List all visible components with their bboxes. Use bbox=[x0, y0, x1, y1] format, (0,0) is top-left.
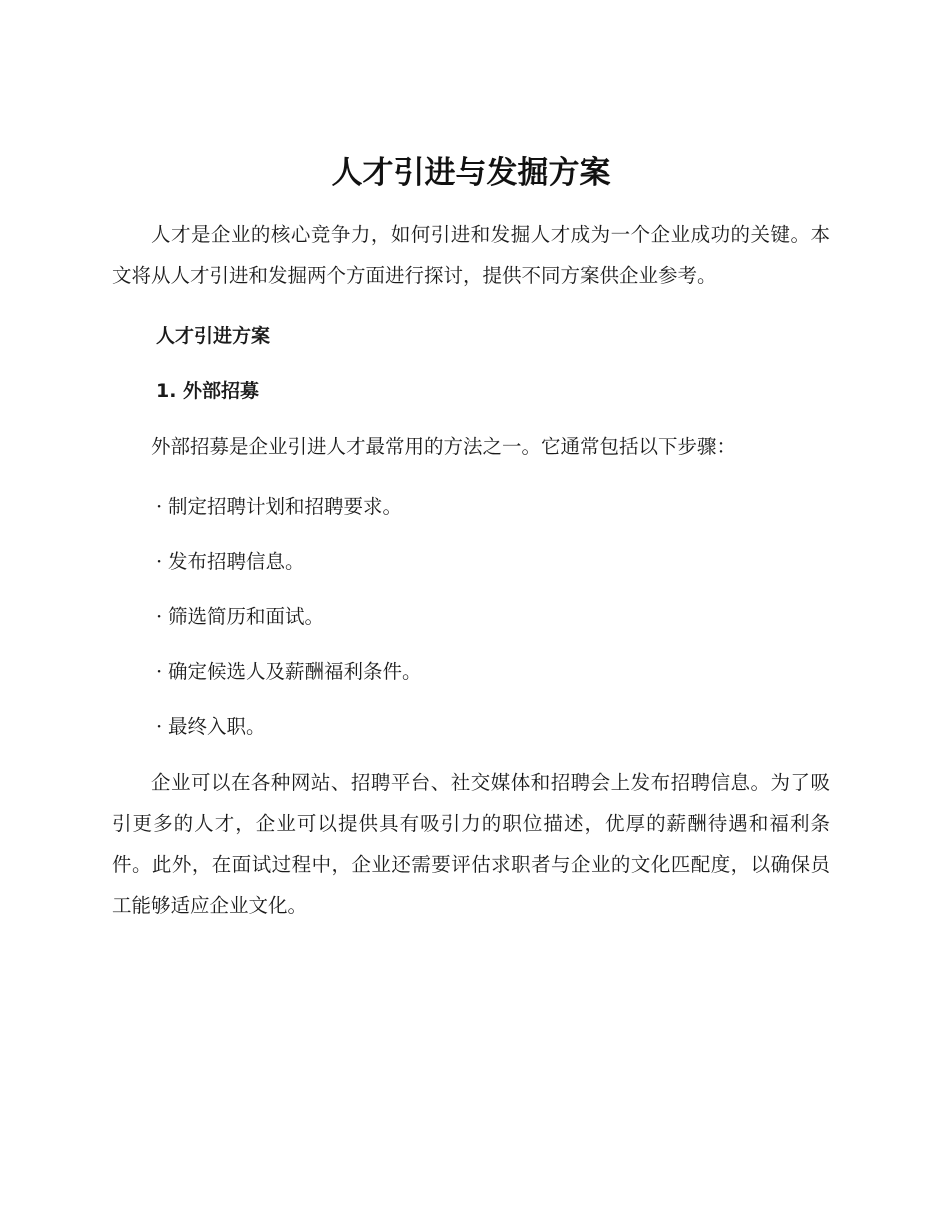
steps-list bbox=[112, 487, 830, 747]
intro-paragraph: 人才是企业的核心竞争力，如何引进和发掘人才成为一个企业成功的关键。本文将从人才引进和发掘两个方面进行探讨，提供不同方案供企业参考。 bbox=[112, 223, 830, 287]
list-item-text: 最终入职。 bbox=[168, 715, 266, 738]
list-item-text: 确定候选人及薪酬福利条件。 bbox=[168, 660, 422, 683]
list-item bbox=[112, 597, 830, 637]
subsection-heading: 1. 外部招募 bbox=[156, 380, 260, 402]
bullet-marker: · bbox=[156, 605, 163, 628]
subsection-intro-paragraph: 外部招募是企业引进人才最常用的方法之一。它通常包括以下步骤： bbox=[151, 435, 737, 458]
list-item-text: 制定招聘计划和招聘要求。 bbox=[168, 495, 403, 518]
document-body bbox=[112, 150, 830, 946]
list-item-text: 筛选简历和面试。 bbox=[168, 605, 325, 628]
bullet-marker: · bbox=[156, 550, 163, 573]
bullet-marker: · bbox=[156, 715, 163, 738]
document-title: 人才引进与发掘方案 bbox=[331, 155, 611, 191]
closing-paragraph: 企业可以在各种网站、招聘平台、社交媒体和招聘会上发布招聘信息。为了吸引更多的人才，企业可以提供具有吸引力的职位描述，优厚的薪酬待遇和福利条件。此外，在面试过程中，企业还需要评估求职者与企业的文化匹配度，以确保员工能够适应企业文化。 bbox=[112, 771, 830, 917]
list-item bbox=[112, 652, 830, 692]
list-item-text: 发布招聘信息。 bbox=[168, 550, 305, 573]
list-item bbox=[112, 487, 830, 527]
list-item bbox=[112, 707, 830, 747]
bullet-marker: · bbox=[156, 495, 163, 518]
bullet-marker: · bbox=[156, 660, 163, 683]
list-item bbox=[112, 542, 830, 582]
section-heading: 人才引进方案 bbox=[156, 325, 271, 347]
